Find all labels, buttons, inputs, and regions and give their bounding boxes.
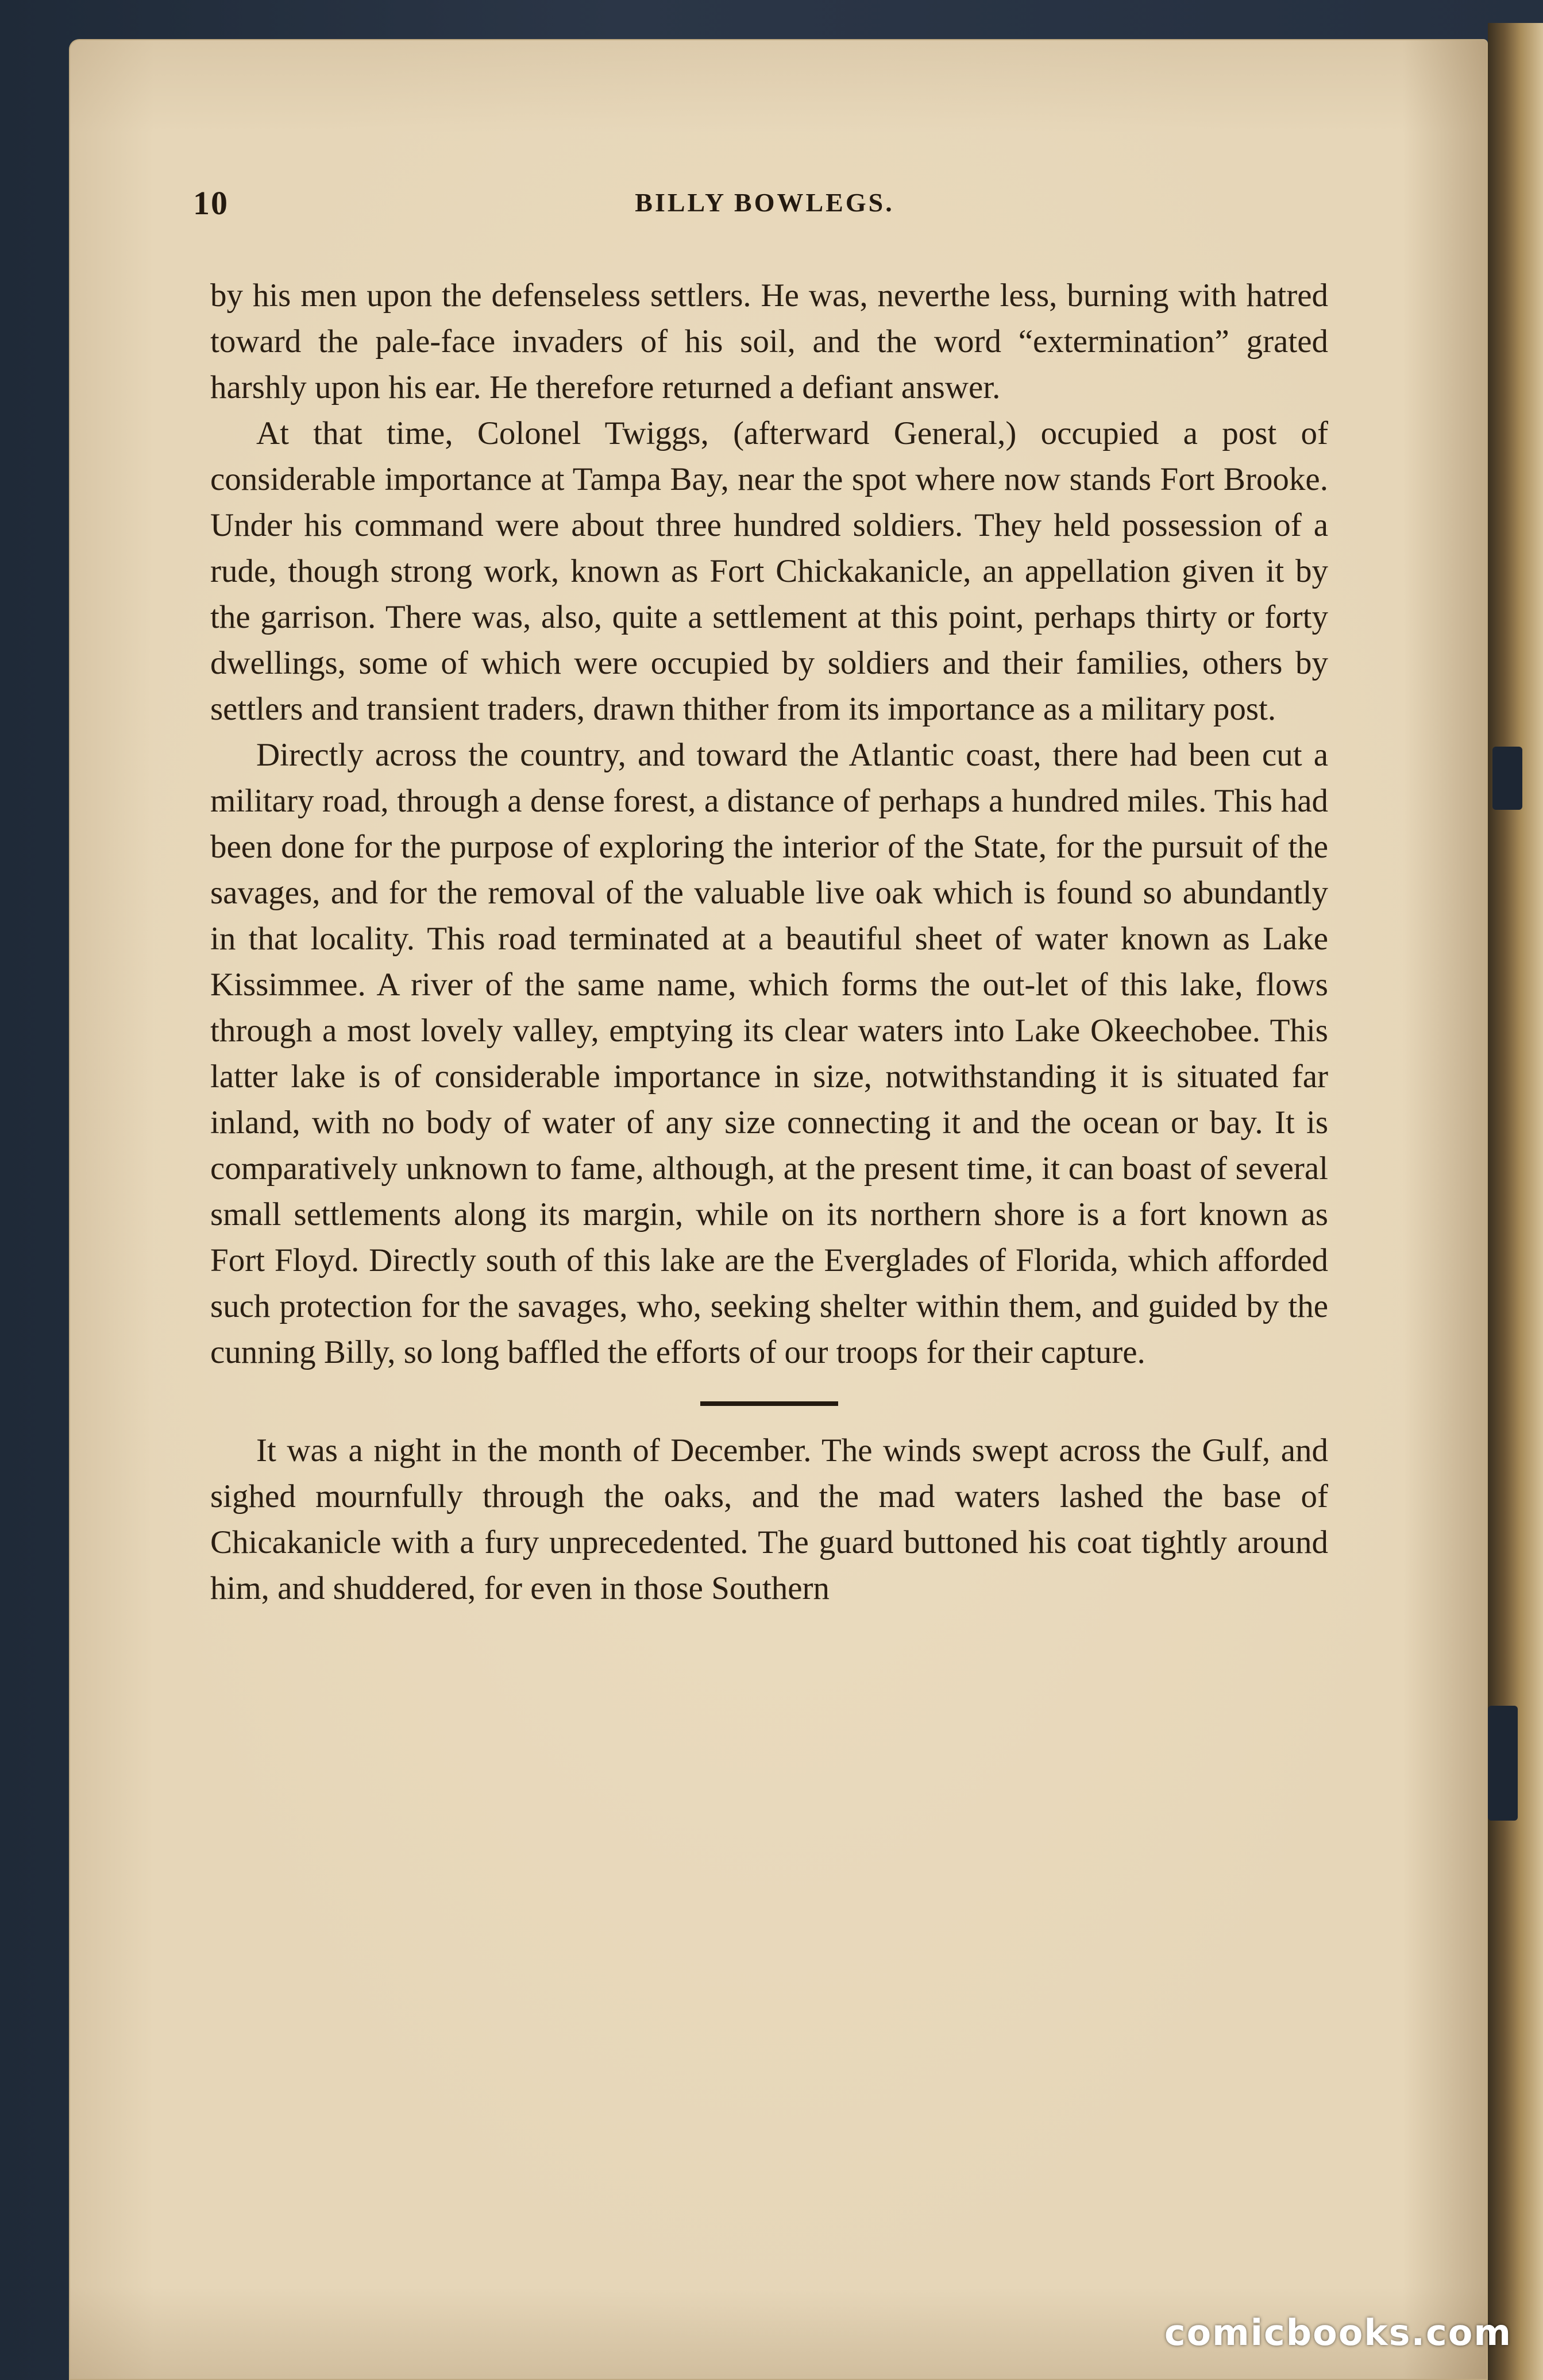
paragraph-december-night: It was a night in the month of December. The winds swept across the Gulf, and sighed mournfully through the oaks, and the mad waters lashed the base of Chicakanicle with a fury unprecedented. The guard buttoned his coat tightly around him, and shuddered, for even in those Southern	[210, 1432, 1328, 1606]
running-title: BILLY BOWLEGS.	[635, 188, 894, 217]
site-watermark: comicbooks.com	[1164, 2312, 1512, 2354]
running-head	[193, 184, 1336, 230]
paragraph-colonel-twiggs: At that time, Colonel Twiggs, (afterward General,) occupied a post of considerable importance at Tampa Bay, near the spot where now stands Fort Brooke. Under his command were about three hundred soldiers. They held possession of a rude, though strong work, known as Fort Chickakanicle, an appellation given it by the garrison. There was, also, quite a settlement at this point, perhaps thirty or forty dwellings, some of which were occupied by soldiers and their families, others by settlers and transient traders, drawn thither from its importance as a military post.	[210, 415, 1328, 727]
section-divider-rule	[700, 1401, 838, 1406]
page-body-text	[210, 273, 1328, 1612]
paragraph-continued: by his men upon the defenseless settlers. He was, neverthe less, burning with hatred toward the pale-face invaders of his soil, and the word “extermination” grated harshly upon his ear. He therefore returned a defiant answer.	[210, 277, 1328, 405]
spine-tear-lower	[1488, 1706, 1518, 1821]
page-number: 10	[193, 184, 229, 222]
book-spine-edge	[1488, 23, 1543, 2380]
paragraph-military-road: Directly across the country, and toward the Atlantic coast, there had been cut a military road, through a dense forest, a distance of perhaps a hundred miles. This had been done for the purpose of exploring the interior of the State, for the pursuit of the savages, and for the removal of the valuable live oak which is found so abundantly in that locality. This road terminated at a beautiful sheet of water known as Lake Kissimmee. A river of the same name, which forms the out-let of this lake, flows through a most lovely valley, emptying its clear waters into Lake Okeechobee. This latter lake is of considerable importance in size, notwithstanding it is situated far inland, with no body of water of any size connecting it and the ocean or bay. It is comparatively unknown to fame, although, at the present time, it can boast of several small settlements along its margin, while on its northern shore is a fort known as Fort Floyd. Directly south of this lake are the Everglades of Florida, which afforded such protection for the savages, who, seeking shelter within them, and guided by the cunning Billy, so long baffled the efforts of our troops for their capture.	[210, 737, 1328, 1370]
spine-tear-upper	[1492, 747, 1522, 810]
